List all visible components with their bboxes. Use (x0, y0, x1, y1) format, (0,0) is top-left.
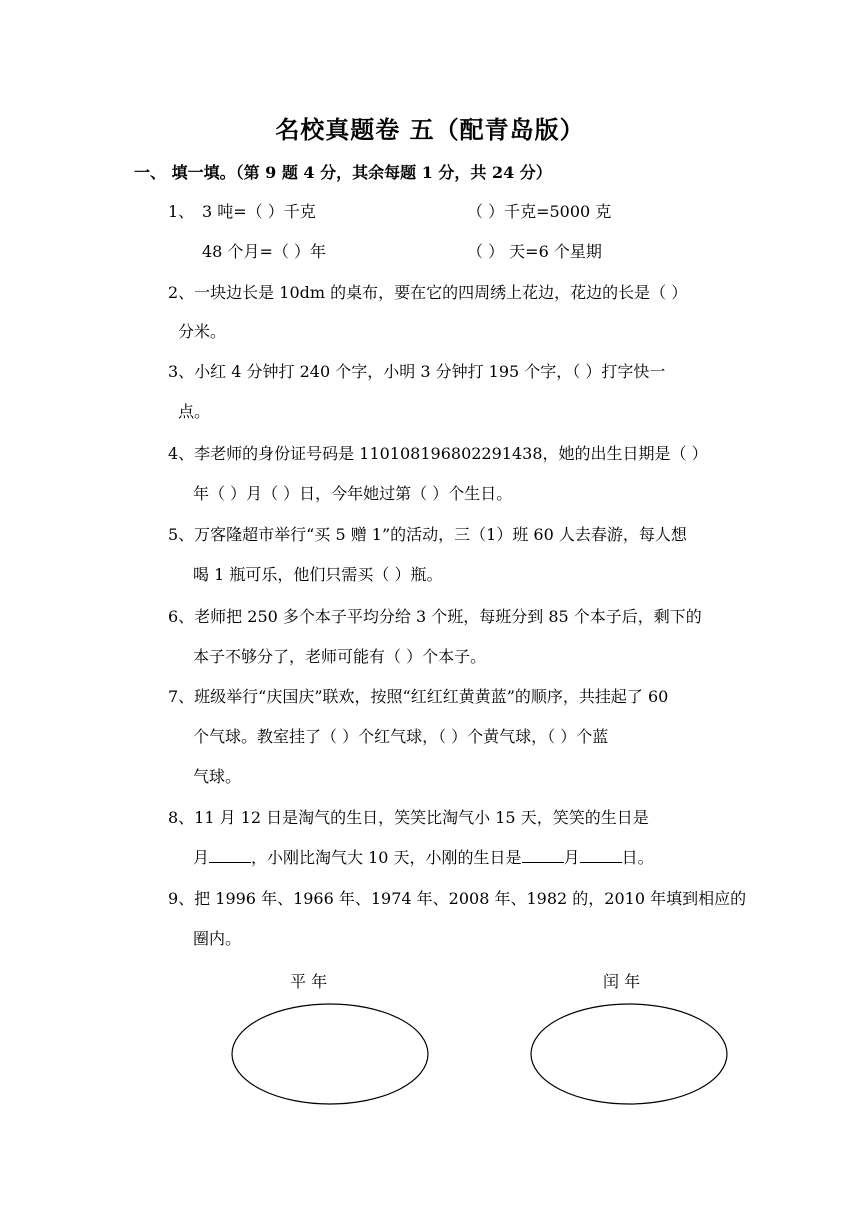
q3-line-1: 3、小红 4 分钟打 240 个字，小明 3 分钟打 195 个字，（ ）打字快一 (168, 362, 666, 381)
q6-line-1: 6、老师把 250 多个本子平均分给 3 个班，每班分到 85 个本子后，剩下的 (168, 607, 702, 626)
q4-line-2: 年（ ）月（ ）日，今年她过第（ ）个生日。 (193, 484, 513, 503)
q8-month-label-1: 月 (193, 848, 210, 867)
q6-line-2: 本子不够分了，老师可能有（ ）个本子。 (193, 647, 487, 666)
common-year-label: 平 年 (290, 972, 328, 991)
q1-number: 1、 (168, 202, 195, 221)
q1-part-b: （ ）千克=5000 克 (467, 202, 612, 221)
q7-line-2: 个气球。教室挂了（ ）个红气球，（ ）个黄气球，（ ）个蓝 (193, 727, 609, 746)
q1-part-a: 3 吨=（ ）千克 (202, 202, 316, 221)
q8-text-middle: ，小刚比淘气大 10 天，小刚的生日是 (251, 848, 522, 867)
q1-part-d: （ ） 天=6 个星期 (467, 242, 602, 261)
common-year-circle[interactable] (232, 1004, 428, 1104)
q3-line-2: 点。 (178, 402, 211, 421)
page-title: 名校真题卷 五（配青岛版） (275, 115, 585, 144)
q8-line-1: 8、11 月 12 日是淘气的生日，笑笑比淘气小 15 天，笑笑的生日是 (168, 808, 649, 827)
q2-line-1: 2、一块边长是 10dm 的桌布，要在它的四周绣上花边，花边的长是（ ） (168, 283, 688, 302)
q7-line-1: 7、班级举行“庆国庆”联欢，按照“红红红黄黄蓝”的顺序，共挂起了 60 (168, 687, 669, 706)
leap-year-circle[interactable] (531, 1004, 727, 1104)
section-heading: 一、 填一填。（第 9 题 4 分，其余每题 1 分，共 24 分） (134, 163, 552, 182)
q8-month-label-2: 月 (563, 848, 580, 867)
q1-part-c: 48 个月=（ ）年 (202, 242, 326, 261)
q7-line-3: 气球。 (193, 767, 242, 786)
q8-day-label: 日。 (621, 848, 654, 867)
q5-line-1: 5、万客隆超市举行“买 5 赠 1”的活动，三（1）班 60 人去春游，每人想 (168, 525, 687, 544)
q2-line-2: 分米。 (178, 322, 227, 341)
q9-line-2: 圈内。 (193, 929, 242, 948)
leap-year-label: 闰 年 (603, 972, 641, 991)
q4-line-1: 4、李老师的身份证号码是 110108196802291438，她的出生日期是（ ） (168, 444, 708, 463)
q9-line-1: 9、把 1996 年、1966 年、1974 年、2008 年、1982 的，2010 年填到相应的 (168, 889, 747, 908)
q5-line-2: 喝 1 瓶可乐，他们只需买（ ）瓶。 (193, 565, 443, 584)
